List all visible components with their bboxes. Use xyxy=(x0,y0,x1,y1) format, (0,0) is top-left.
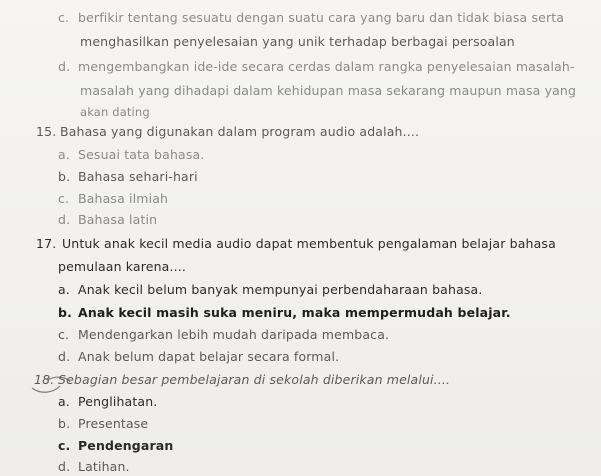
q17-option-b-text: Anak kecil masih suka meniru, maka mempermudah belajar. xyxy=(78,305,511,320)
prev-option-c-line2: menghasilkan penyelesaian yang unik terhadap berbagai persoalan xyxy=(80,34,515,49)
prev-option-d-line1 xyxy=(58,59,575,75)
question-17 xyxy=(36,236,556,252)
q17-option-d-text: Anak belum dapat belajar secara formal. xyxy=(78,349,340,364)
q17-option-b-letter: b. xyxy=(58,305,72,320)
q18-option-b-letter: b. xyxy=(58,416,71,431)
question-17-text-line2: pemulaan karena.... xyxy=(58,259,186,274)
question-18-text: Sebagian besar pembelajaran di sekolah diberikan melalui.... xyxy=(58,372,451,387)
q18-option-d-letter: d. xyxy=(58,459,71,474)
q15-option-d-text: Bahasa latin xyxy=(78,212,158,227)
q17-option-d-letter: d. xyxy=(58,349,71,364)
prev-option-c-letter: c. xyxy=(58,10,70,25)
q18-option-c-text: Pendengaran xyxy=(78,438,174,453)
question-15-number: 15. xyxy=(36,124,57,139)
q17-option-d xyxy=(58,349,339,365)
q18-option-a xyxy=(58,394,157,410)
q18-option-d xyxy=(58,459,130,475)
question-18 xyxy=(34,372,450,388)
q17-option-a-text: Anak kecil belum banyak mempunyai perbendaharaan bahasa. xyxy=(78,282,483,297)
q15-option-c xyxy=(58,191,168,207)
q17-option-a-letter: a. xyxy=(58,282,70,297)
q15-option-a-text: Sesuai tata bahasa. xyxy=(78,147,205,162)
q18-option-a-letter: a. xyxy=(58,394,70,409)
prev-option-d-line3: akan dating xyxy=(80,105,150,119)
q15-option-b-text: Bahasa sehari-hari xyxy=(78,169,198,184)
q17-option-b xyxy=(58,305,511,321)
q18-option-c xyxy=(58,438,173,454)
q18-option-b xyxy=(58,416,148,432)
prev-option-c-text: berfikir tentang sesuatu dengan suatu cara yang baru dan tidak biasa serta xyxy=(78,10,565,25)
q15-option-b xyxy=(58,169,198,185)
q17-option-c xyxy=(58,327,389,343)
q15-option-c-text: Bahasa ilmiah xyxy=(78,191,169,206)
q17-option-a xyxy=(58,282,482,298)
q15-option-d xyxy=(58,212,157,228)
q15-option-d-letter: d. xyxy=(58,212,71,227)
q18-option-b-text: Presentase xyxy=(78,416,149,431)
question-15-text: Bahasa yang digunakan dalam program audio adalah.... xyxy=(60,124,420,139)
q15-option-a-letter: a. xyxy=(58,147,70,162)
q18-option-c-letter: c. xyxy=(58,438,71,453)
q15-option-b-letter: b. xyxy=(58,169,71,184)
question-15 xyxy=(36,124,419,140)
question-18-number: 18. xyxy=(34,372,55,387)
prev-option-d-letter: d. xyxy=(58,59,71,74)
q17-option-c-letter: c. xyxy=(58,327,70,342)
q18-option-a-text: Penglihatan. xyxy=(78,394,158,409)
prev-option-d-text: mengembangkan ide-ide secara cerdas dalam rangka penyelesaian masalah- xyxy=(78,59,575,74)
question-17-number: 17. xyxy=(36,236,57,251)
q15-option-a xyxy=(58,147,204,163)
prev-option-c-line1 xyxy=(58,10,564,26)
q15-option-c-letter: c. xyxy=(58,191,70,206)
prev-option-d-line2: masalah yang dihadapi dalam kehidupan masa sekarang maupun masa yang xyxy=(80,83,577,98)
q17-option-c-text: Mendengarkan lebih mudah daripada membaca. xyxy=(78,327,390,342)
q18-option-d-text: Latihan. xyxy=(78,459,130,474)
question-17-text: Untuk anak kecil media audio dapat membentuk pengalaman belajar bahasa xyxy=(62,236,556,251)
